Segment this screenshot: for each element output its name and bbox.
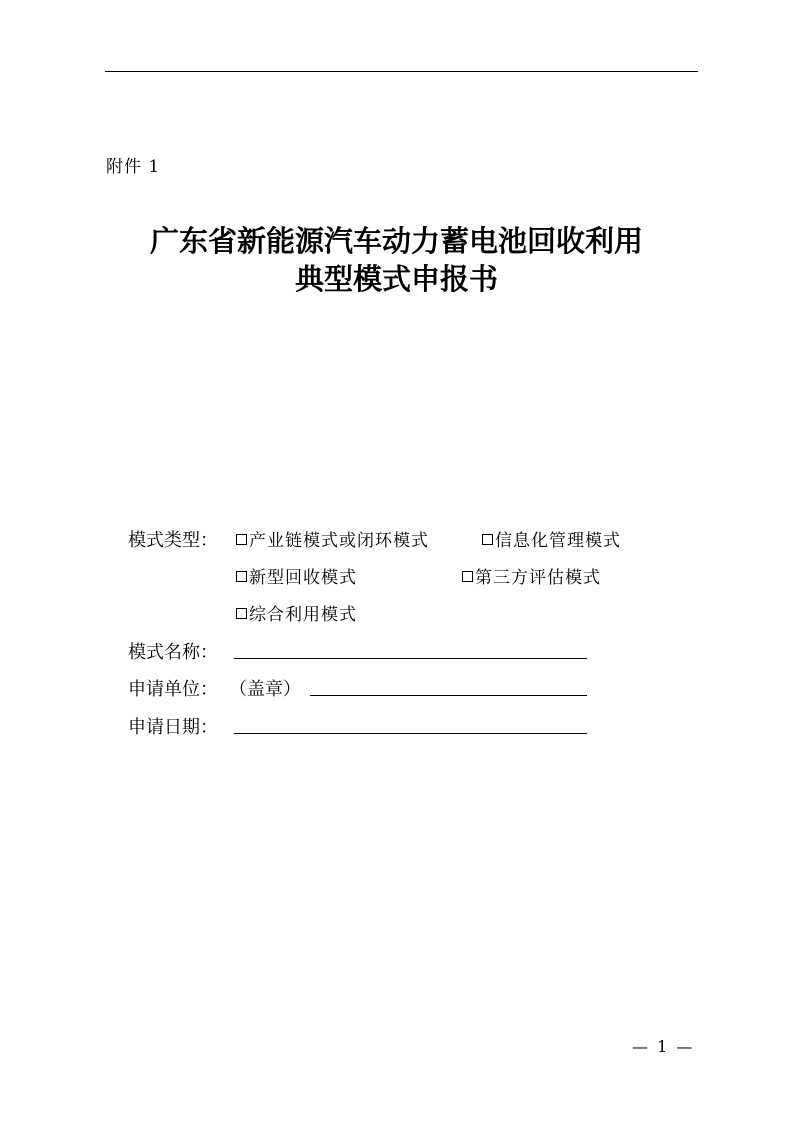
option-comprehensive[interactable]: [236, 600, 357, 625]
header-rule: [105, 71, 698, 72]
option-new-recycling[interactable]: [236, 563, 357, 588]
document-title-line2: 典型模式申报书: [294, 262, 498, 296]
option-label: 第三方评估模式: [475, 568, 601, 588]
applicant-field[interactable]: [310, 695, 587, 696]
mode-type-label: 模式类型：: [128, 530, 218, 551]
seal-note: （盖章）: [229, 679, 301, 700]
attachment-label: 附件 1: [106, 157, 161, 177]
option-label: 产业链模式或闭环模式: [249, 531, 429, 551]
option-label: 信息化管理模式: [495, 531, 621, 551]
date-label: 申请日期：: [128, 717, 218, 738]
checkbox-icon[interactable]: [236, 534, 247, 545]
checkbox-icon[interactable]: [482, 534, 493, 545]
document-title-line1: 广东省新能源汽车动力蓄电池回收利用: [149, 224, 643, 258]
option-label: 综合利用模式: [249, 605, 357, 625]
option-label: 新型回收模式: [249, 568, 357, 588]
checkbox-icon[interactable]: [462, 571, 473, 582]
checkbox-icon[interactable]: [236, 608, 247, 619]
option-informatization[interactable]: [482, 526, 621, 551]
checkbox-icon[interactable]: [236, 571, 247, 582]
option-third-party[interactable]: [462, 563, 601, 588]
mode-name-field[interactable]: [234, 658, 587, 659]
applicant-label: 申请单位：: [128, 679, 218, 700]
date-field[interactable]: [234, 733, 587, 734]
page-number: — 1 —: [632, 1037, 695, 1056]
option-industry-chain[interactable]: [236, 526, 429, 551]
mode-name-label: 模式名称：: [128, 642, 218, 663]
